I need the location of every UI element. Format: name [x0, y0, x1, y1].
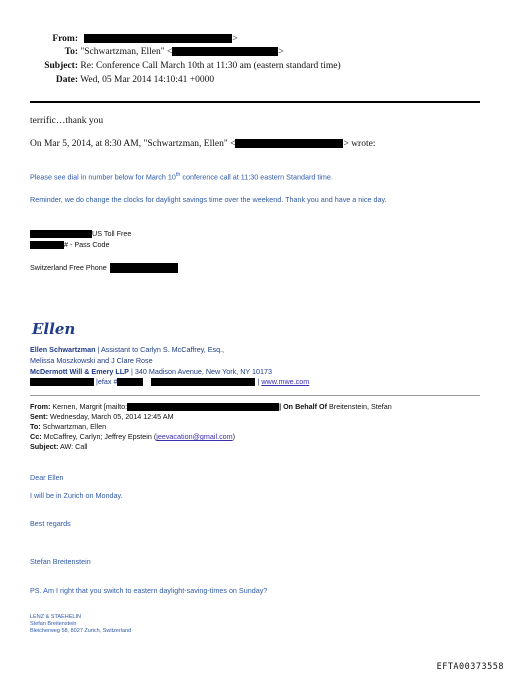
header-from-tail: > — [232, 34, 238, 44]
forward-subject-label: Subject: — [30, 442, 59, 451]
signature-script: Ellen — [32, 320, 76, 338]
signature-line-1 — [30, 345, 224, 354]
redaction-block — [110, 263, 178, 273]
dial-swiss-row — [30, 263, 178, 273]
forward-subject-row — [30, 442, 88, 451]
forward-cc-row — [30, 432, 235, 441]
document-id: EFTA00373558 — [436, 662, 504, 672]
signature-separator: | — [255, 377, 262, 386]
forward-cc-value: McCaffrey, Carlyn; Jeffrey Epstein ( — [41, 432, 157, 441]
redaction-block — [117, 378, 143, 386]
quote-intro-tail: > wrote: — [343, 139, 376, 149]
header-from-label: From: — [52, 34, 78, 44]
header-subject-value: Re: Conference Call March 10th at 11:30 am (eastern standard time) — [80, 61, 341, 71]
message-ps: PS. Am I right that you switch to eastern daylight-saving-times on Sunday? — [30, 586, 268, 595]
quote-intro — [30, 139, 375, 149]
quoted-superscript: th — [175, 172, 181, 178]
message-greeting: Dear Ellen — [30, 473, 64, 482]
signature-line-3 — [30, 367, 272, 376]
header-subject-label: Subject: — [44, 61, 78, 71]
forward-cc-close: ) — [232, 432, 236, 441]
message-sender: Stefan Breitenstein — [30, 557, 91, 566]
forward-subject-value: AW: Call — [58, 442, 88, 451]
header-subject-row — [0, 61, 341, 71]
forward-from-label: From: — [30, 402, 51, 411]
forward-sent-row — [30, 412, 174, 421]
dial-pass-row — [30, 240, 110, 249]
header-to-value: "Schwartzman, Ellen" < — [80, 47, 173, 57]
firm-person: Stefan Breitenstein — [30, 621, 77, 627]
forward-sent-label: Sent: — [30, 412, 48, 421]
quoted-line-1 — [30, 172, 333, 181]
quoted-line-1-tail: conference call at 11:30 eastern Standard time. — [180, 172, 333, 182]
signature-address: | 340 Madison Avenue, New York, NY 10173 — [128, 367, 273, 376]
message-line-1: I will be in Zurich on Monday. — [30, 491, 123, 500]
quoted-line-1-text: Please see dial in number below for March 10 — [30, 172, 176, 182]
redaction-block — [30, 241, 64, 249]
quote-intro-text: On Mar 5, 2014, at 8:30 AM, "Schwartzman, Ellen" < — [30, 139, 236, 149]
header-divider — [30, 101, 480, 103]
forward-to-label: To: — [30, 422, 41, 431]
forward-to-value: Schwartzman, Ellen — [40, 422, 107, 431]
signature-line-2: Melissa Moszkowski and J Clare Rose — [30, 356, 153, 365]
redaction-block — [151, 378, 255, 386]
dial-swiss-label: Switzerland Free Phone — [30, 263, 107, 272]
signature-line-4 — [30, 377, 309, 386]
signature-efax: |efax # — [94, 377, 118, 386]
reply-body: terrific…thank you — [30, 116, 104, 126]
redaction-block — [172, 47, 278, 56]
dial-pass-label: # - Pass Code — [64, 240, 110, 249]
signature-title: | Assistant to Carlyn S. McCaffrey, Esq., — [95, 345, 225, 354]
forward-from-row — [30, 402, 392, 411]
quoted-line-2: Reminder, we do change the clocks for daylight savings time over the weekend. Thank you and have a nice day. — [30, 195, 387, 204]
firm-address: Bleicherweg 58, 8027 Zurich, Switzerland — [30, 628, 132, 634]
signature-website-link[interactable]: www.mwe.com — [261, 377, 310, 386]
message-regards: Best regards — [30, 519, 71, 528]
dial-us-row — [30, 229, 131, 238]
header-from-row — [0, 34, 238, 44]
header-date-row — [0, 75, 214, 85]
redaction-block — [30, 230, 92, 238]
redaction-block — [84, 34, 232, 43]
signature-name: Ellen Schwartzman — [30, 345, 96, 354]
header-to-tail: > — [278, 47, 284, 57]
signature-firm: McDermott Will & Emery LLP — [30, 367, 129, 376]
forward-cc-email-link[interactable]: jeevacation@gmail.com — [156, 432, 233, 441]
forward-to-row — [30, 422, 106, 431]
header-date-value: Wed, 05 Mar 2014 14:10:41 +0000 — [80, 75, 215, 85]
dial-us-label: US Toll Free — [92, 229, 132, 238]
redaction-block — [30, 378, 94, 386]
header-date-label: Date: — [55, 75, 78, 85]
redaction-block — [127, 403, 279, 411]
forward-behalf-value: Breitenstein, Stefan — [327, 402, 392, 411]
forward-behalf-label: | On Behalf Of — [279, 402, 328, 411]
header-to-label: To: — [64, 47, 78, 57]
forward-cc-label: Cc: — [30, 432, 42, 441]
redaction-block — [235, 139, 343, 148]
firm-name: LENZ & STAEHELIN — [30, 614, 81, 620]
forward-from-value: Kernen, Margrit [mailto: — [50, 402, 128, 411]
forward-sent-value: Wednesday, March 05, 2014 12:45 AM — [47, 412, 174, 421]
forward-divider — [30, 395, 480, 396]
header-to-row — [0, 47, 284, 57]
